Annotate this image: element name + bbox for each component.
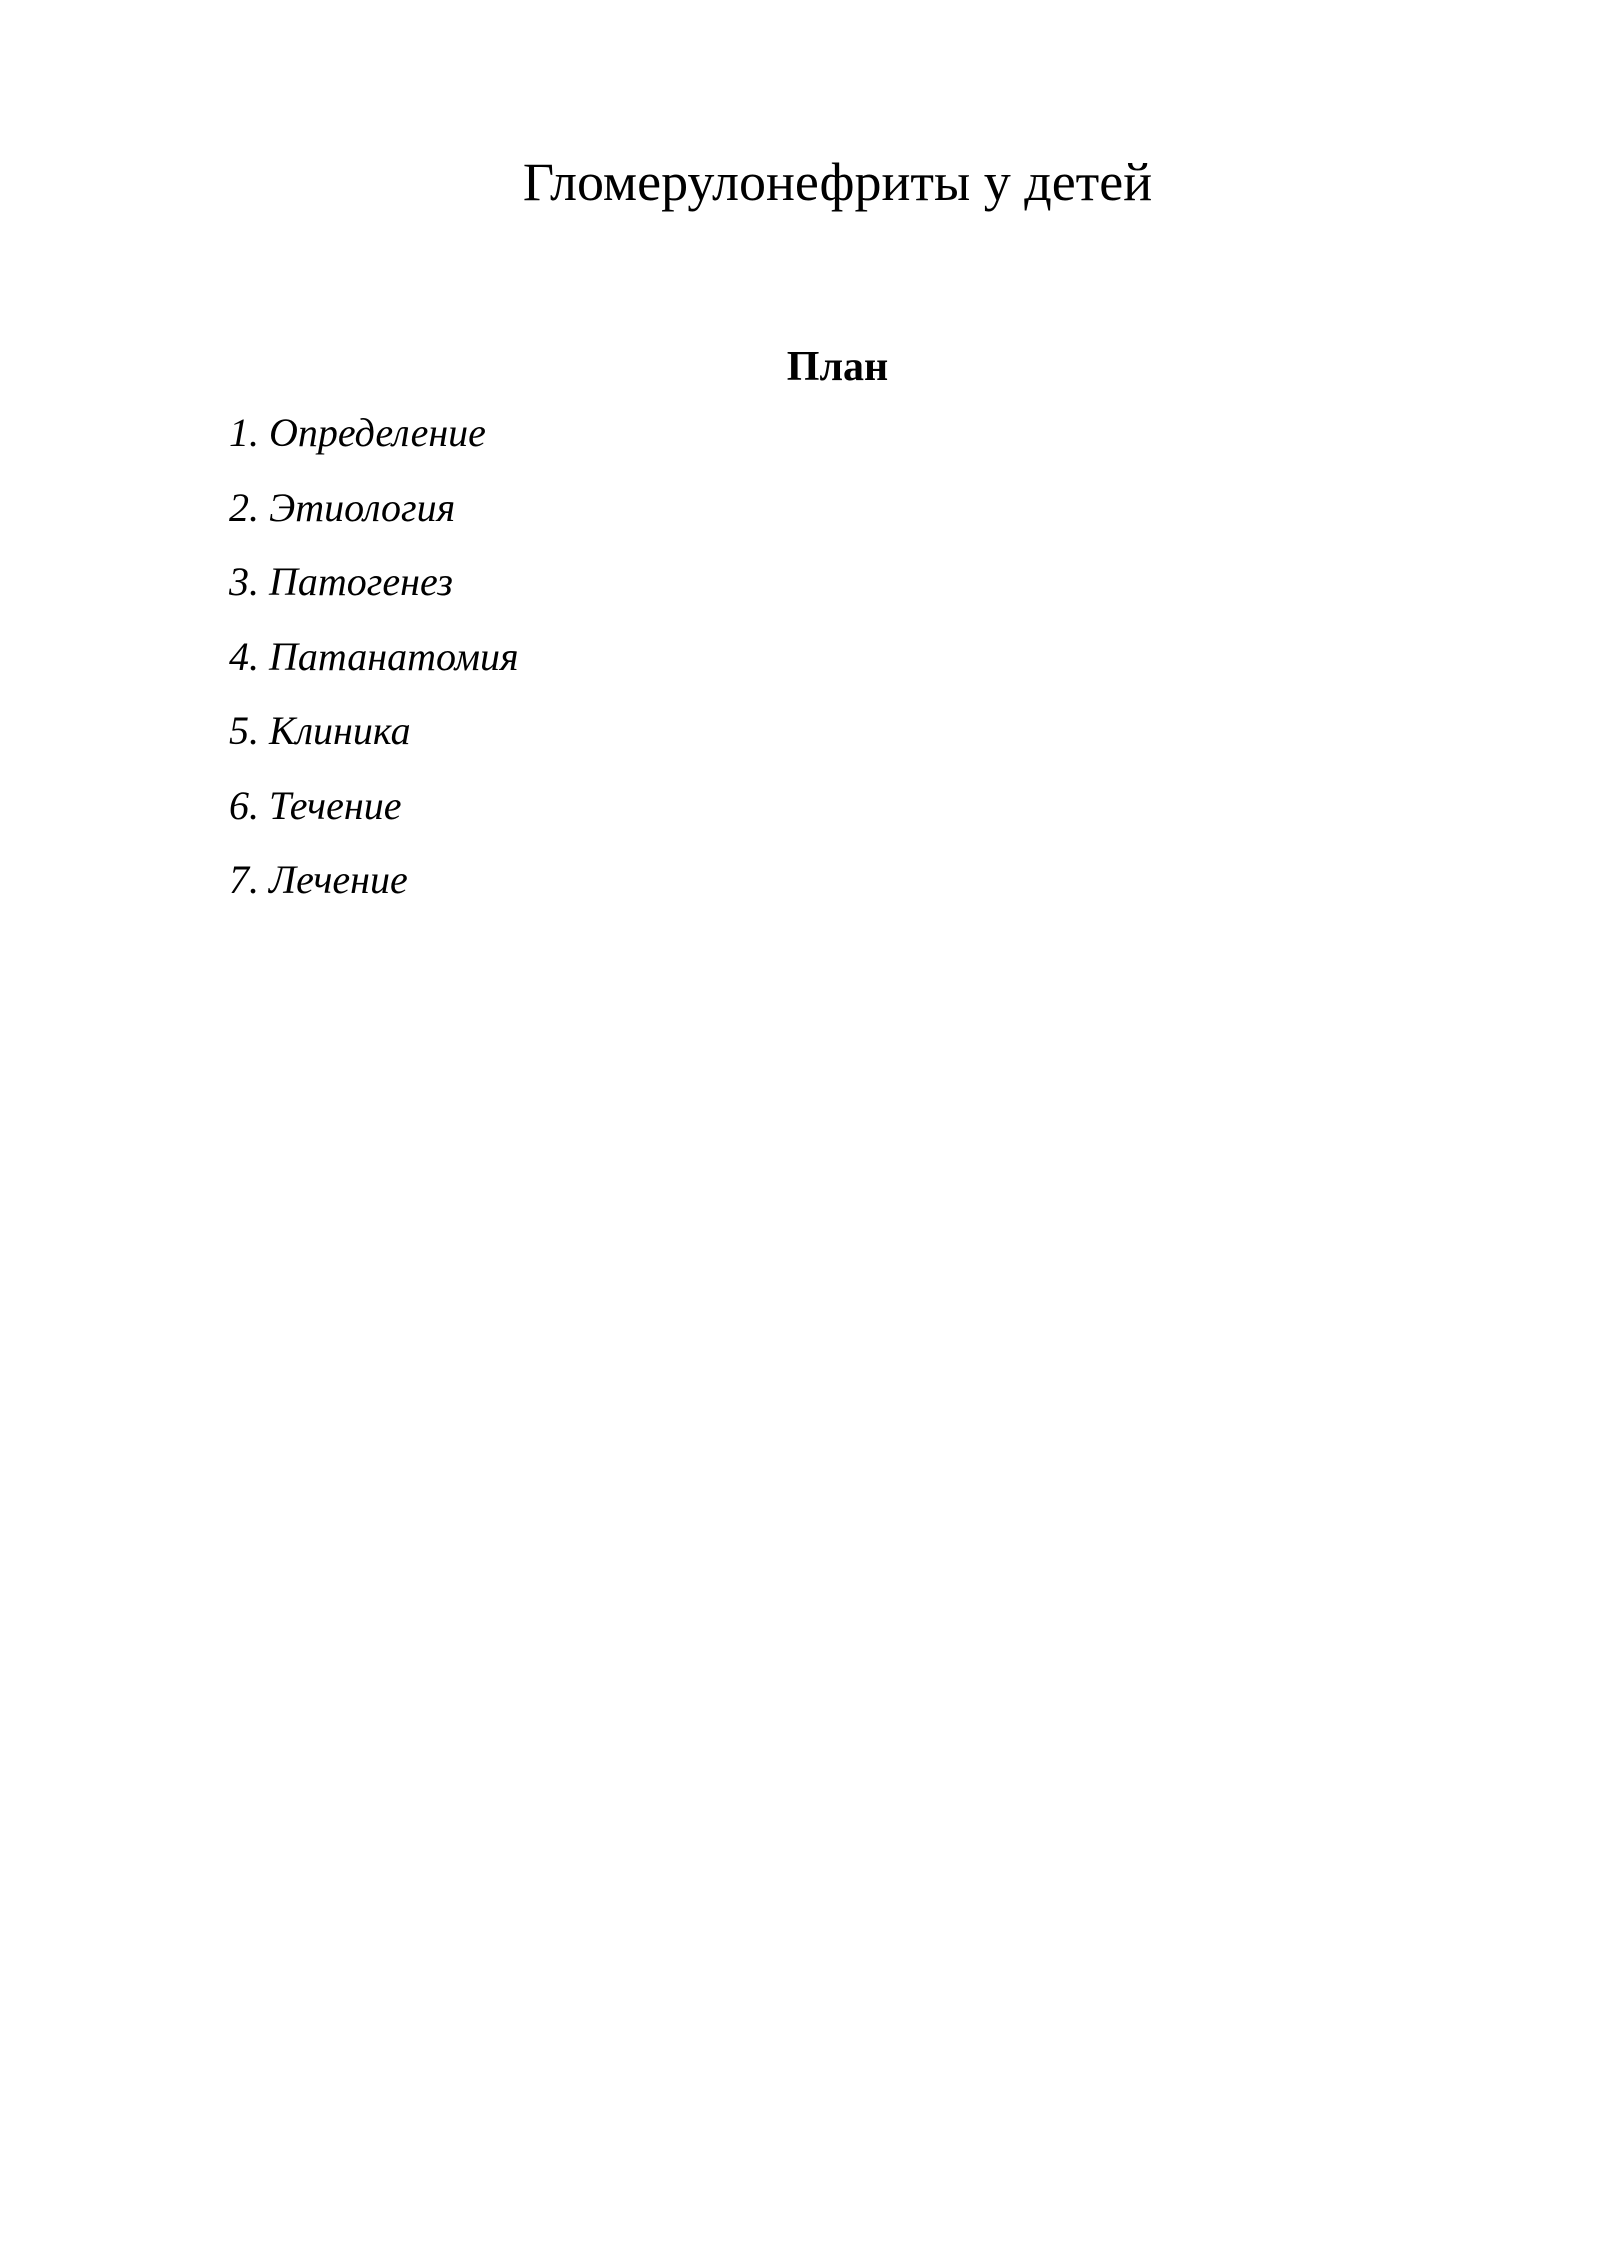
plan-item-clinic: 5. Клиника bbox=[229, 708, 411, 753]
plan-item-pathogenesis: 3. Патогенез bbox=[229, 559, 453, 604]
document-title: Гломерулонефриты у детей bbox=[522, 152, 1153, 212]
plan-heading: План bbox=[786, 344, 889, 390]
plan-list bbox=[229, 396, 519, 918]
plan-item-treatment: 7. Лечение bbox=[229, 857, 408, 902]
plan-item-etiology: 2. Этиология bbox=[229, 484, 456, 530]
plan-item-definition: 1. Определение bbox=[229, 410, 486, 455]
plan-item-pathanatomy: 4. Патанатомия bbox=[229, 633, 519, 679]
plan-item-course: 6. Течение bbox=[229, 782, 402, 828]
